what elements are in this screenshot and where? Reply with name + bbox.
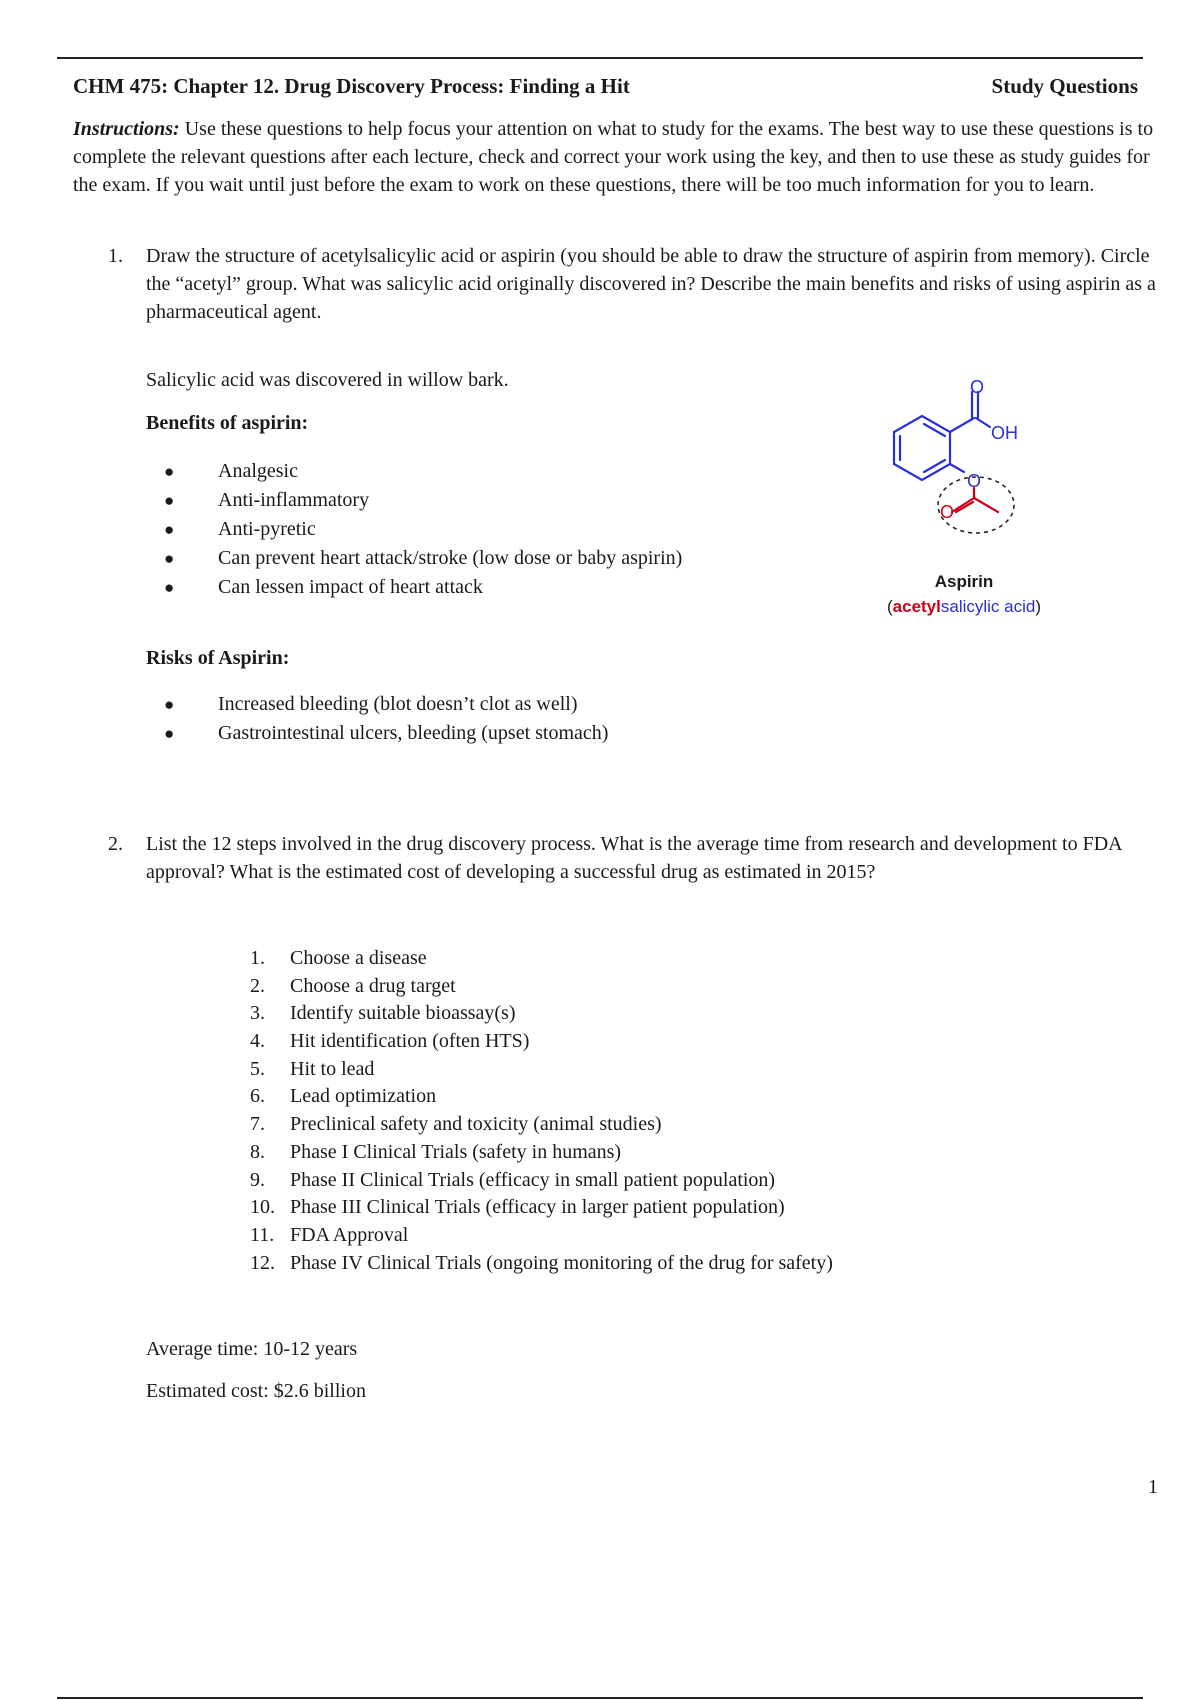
- step-number: 11.: [250, 1223, 275, 1246]
- list-item: [146, 690, 608, 719]
- step-number: 1.: [250, 947, 265, 969]
- step-text: Lead optimization: [290, 1085, 437, 1108]
- atom-label-oh: OH: [991, 423, 1018, 443]
- step-text: Preclinical safety and toxicity (animal studies): [290, 1113, 662, 1136]
- step-number: 4.: [250, 1030, 265, 1053]
- bond: [950, 464, 964, 472]
- page-number: 1: [1148, 1476, 1158, 1498]
- step-text: FDA Approval: [290, 1223, 409, 1246]
- step-text: Phase III Clinical Trials (efficacy in larger patient population): [290, 1196, 785, 1219]
- bullet-icon: ●: [164, 695, 175, 714]
- average-time: Average time: 10-12 years: [146, 1338, 358, 1360]
- question-number: 1.: [108, 245, 123, 267]
- list-item: [146, 719, 608, 748]
- instructions: [73, 115, 1158, 199]
- acetyl-bond: [952, 498, 974, 512]
- bullet-icon: ●: [164, 549, 175, 568]
- step-number: 10.: [250, 1196, 275, 1219]
- atom-label-o: O: [970, 380, 985, 397]
- list-item: [250, 1027, 833, 1055]
- bullet-icon: ●: [164, 578, 175, 597]
- list-item-text: Anti-pyretic: [218, 518, 316, 540]
- bottom-rule: [57, 1697, 1143, 1699]
- instructions-text: Use these questions to help focus your attention on what to study for the exams. The best way to use these questions is to complete the relevant questions after each lecture, check and correct your work using the key, and then to use these as study guides for the exam. If you wait until just before the exam to work on these questions, there will be too much information for you to learn.: [73, 118, 1154, 196]
- step-number: 6.: [250, 1085, 265, 1108]
- list-item-text: Analgesic: [218, 460, 298, 482]
- step-text: Hit identification (often HTS): [290, 1030, 530, 1053]
- bond: [950, 418, 974, 432]
- question-text: List the 12 steps involved in the drug discovery process. What is the average time from research and development to FDA approval? What is the estimated cost of developing a successful drug as estimated in 2015?: [146, 833, 1122, 883]
- list-item: [250, 972, 833, 1000]
- question-number: 2.: [108, 833, 123, 855]
- header-right-label: Study Questions: [991, 74, 1138, 98]
- benefits-list: [146, 457, 682, 602]
- list-item-text: Can lessen impact of heart attack: [218, 576, 483, 598]
- step-number: 8.: [250, 1140, 265, 1163]
- bullet-icon: ●: [164, 462, 175, 481]
- risks-list: [146, 690, 608, 748]
- list-item: [146, 515, 682, 544]
- question-1: [108, 242, 1158, 326]
- step-text: Phase I Clinical Trials (safety in humans): [290, 1140, 622, 1163]
- step-text: Phase IV Clinical Trials (ongoing monitoring of the drug for safety): [290, 1251, 833, 1274]
- aromatic-bond: [924, 424, 945, 436]
- page-title: CHM 475: Chapter 12. Drug Discovery Process: Finding a Hit: [73, 74, 630, 98]
- list-item: [250, 944, 833, 972]
- step-text: Hit to lead: [290, 1057, 375, 1080]
- list-item: [250, 1249, 833, 1277]
- molecule-caption: [860, 597, 1068, 617]
- benzene-ring: [894, 416, 950, 480]
- step-text: Phase II Clinical Trials (efficacy in small patient population): [290, 1168, 776, 1191]
- list-item: [146, 486, 682, 515]
- list-item: [250, 999, 833, 1027]
- list-item: [250, 1055, 833, 1083]
- caption-salicylic: salicylic acid: [940, 597, 1036, 616]
- atom-label-o: O: [940, 502, 955, 522]
- list-item: [146, 544, 682, 573]
- acetyl-bond: [974, 498, 998, 512]
- list-item-text: Can prevent heart attack/stroke (low dose or baby aspirin): [218, 547, 683, 569]
- aspirin-structure-diagram: [860, 380, 1080, 630]
- step-text: Identify suitable bioassay(s): [290, 1002, 516, 1025]
- list-item-text: Gastrointestinal ulcers, bleeding (upset stomach): [218, 722, 609, 744]
- bullet-icon: ●: [164, 491, 175, 510]
- step-number: 5.: [250, 1057, 265, 1080]
- step-number: 7.: [250, 1113, 265, 1136]
- answer-willow-bark: Salicylic acid was discovered in willow bark.: [146, 369, 509, 391]
- question-text: Draw the structure of acetylsalicylic acid or aspirin (you should be able to draw the structure of aspirin from memory). Circle the “acetyl” group. What was salicylic acid originally discovered in? Describe the main benefits and risks of using aspirin as a pharmaceutical agent.: [146, 245, 1156, 323]
- list-item: [250, 1138, 833, 1166]
- risks-heading: Risks of Aspirin:: [146, 647, 290, 669]
- atom-label-o: O: [967, 471, 982, 491]
- list-item: [250, 1221, 833, 1249]
- caption-paren: ): [1035, 597, 1042, 616]
- list-item-text: Increased bleeding (blot doesn’t clot as well): [218, 693, 578, 715]
- bullet-icon: ●: [164, 724, 175, 743]
- benefits-heading: Benefits of aspirin:: [146, 412, 309, 434]
- caption-paren: (: [886, 597, 893, 616]
- list-item: [250, 1082, 833, 1110]
- top-rule: [57, 57, 1143, 59]
- estimated-cost: Estimated cost: $2.6 billion: [146, 1380, 366, 1402]
- caption-acetyl: acetyl: [892, 597, 941, 616]
- step-number: 9.: [250, 1168, 265, 1191]
- step-text: Choose a disease: [290, 947, 427, 969]
- list-item-text: Anti-inflammatory: [218, 489, 370, 511]
- list-item: [146, 457, 682, 486]
- step-number: 2.: [250, 974, 265, 997]
- list-item: [250, 1193, 833, 1221]
- page-header: [73, 74, 1138, 99]
- bond: [976, 418, 990, 427]
- step-number: 12.: [250, 1251, 275, 1274]
- list-item: [250, 1166, 833, 1194]
- list-item: [146, 573, 682, 602]
- step-text: Choose a drug target: [290, 974, 456, 997]
- molecule-name: Aspirin: [934, 572, 994, 591]
- bullet-icon: ●: [164, 520, 175, 539]
- instructions-lead: Instructions:: [73, 118, 180, 140]
- aromatic-bond: [924, 460, 945, 472]
- drug-discovery-steps: [250, 944, 833, 1276]
- list-item: [250, 1110, 833, 1138]
- question-2: [108, 830, 1158, 886]
- step-number: 3.: [250, 1002, 265, 1025]
